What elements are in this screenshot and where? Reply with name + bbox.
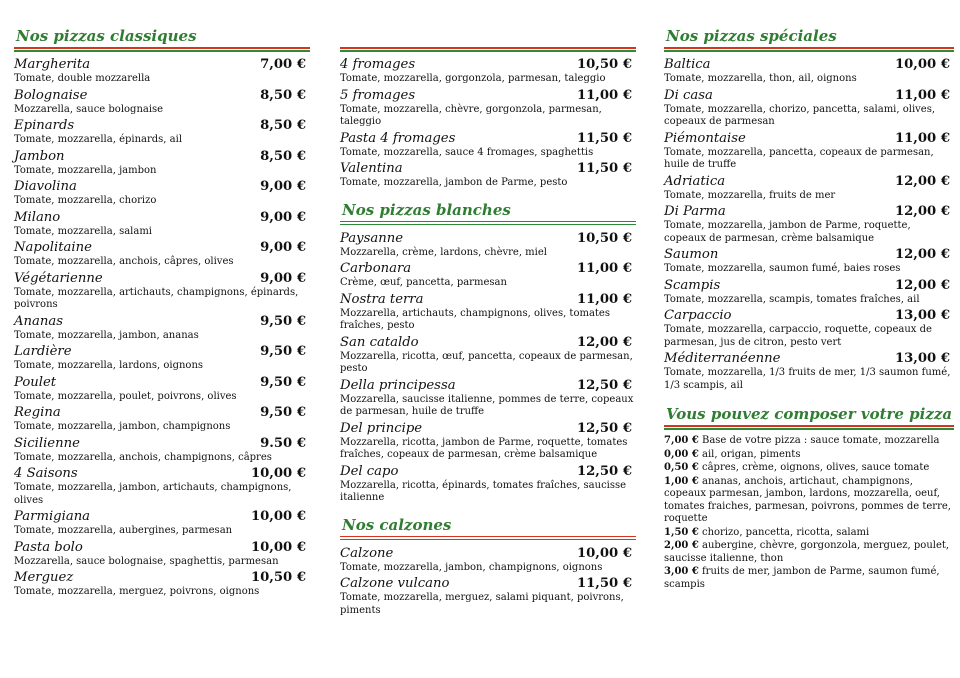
item-description: Mozzarella, ricotta, œuf, pancetta, copeaux de parmesan, pesto <box>340 350 633 374</box>
item-name: Nostra terra <box>340 291 424 307</box>
section-divider <box>664 425 954 429</box>
item-price: 11,00 € <box>576 87 632 103</box>
item-description: Tomate, mozzarella, anchois, champignons, câpres <box>14 451 272 463</box>
menu-item <box>14 540 310 569</box>
item-description: Mozzarella, artichauts, champignons, olives, tomates fraîches, pesto <box>340 307 610 331</box>
item-price: 7,00 € <box>260 57 306 72</box>
item-name: Calzone vulcano <box>340 576 450 591</box>
item-description: Tomate, mozzarella, artichauts, champignons, épinards, poivrons <box>14 286 299 310</box>
item-name: San cataldo <box>340 334 419 350</box>
composer-price: 1,50 € <box>664 526 699 538</box>
menu-item <box>14 375 310 404</box>
item-name: 4 fromages <box>340 57 416 72</box>
calzones-list <box>340 546 636 618</box>
item-description: Tomate, mozzarella, chorizo <box>14 195 157 206</box>
item-description: Tomate, mozzarella, gorgonzola, parmesan, taleggio <box>340 73 606 84</box>
composer-price: 3,00 € <box>664 566 699 577</box>
item-name: Di Parma <box>664 204 726 219</box>
menu-item <box>340 261 636 290</box>
item-name: Calzone <box>340 545 394 561</box>
menu-item <box>14 271 310 312</box>
item-name: Milano <box>14 209 61 225</box>
section-divider <box>14 47 310 51</box>
composer-text: aubergine, chèvre, gorgonzola, merguez, poulet, saucisse italienne, thon <box>664 540 950 564</box>
item-price: 11,00 € <box>894 87 950 103</box>
menu-item <box>340 576 636 617</box>
composer-price: 7,00 € <box>664 435 699 446</box>
item-name: Del capo <box>340 463 399 479</box>
item-description: Tomate, mozzarella, merguez, salami piquant, poivrons, piments <box>340 592 624 616</box>
item-description: Tomate, mozzarella, jambon, ananas <box>14 329 199 341</box>
composer-option <box>664 435 954 448</box>
item-price: 10,00 € <box>250 509 306 524</box>
item-price: 9,00 € <box>260 209 306 225</box>
item-price: 12,00 € <box>894 204 950 219</box>
item-price: 10,00 € <box>576 545 632 561</box>
item-price: 10,50 € <box>250 570 306 585</box>
item-price: 9,50 € <box>260 344 306 359</box>
item-description: Tomate, mozzarella, jambon, champignons <box>14 421 231 432</box>
item-name: Regina <box>14 405 61 420</box>
item-price: 12,50 € <box>576 377 632 393</box>
item-description: Tomate, mozzarella, carpaccio, roquette, copeaux de parmesan, jus de citron, pesto vert <box>664 324 932 348</box>
menu-item <box>340 57 636 86</box>
item-description: Mozzarella, saucisse italienne, pommes de terre, copeaux de parmesan, huile de truffe <box>340 393 634 417</box>
item-name: Piémontaise <box>664 130 746 146</box>
menu-item <box>14 210 310 239</box>
item-description: Tomate, mozzarella, thon, ail, oignons <box>664 73 857 84</box>
item-price: 12,00 € <box>576 334 632 350</box>
item-description: Tomate, mozzarella, chorizo, pancetta, salami, olives, copeaux de parmesan <box>664 103 936 127</box>
item-price: 9,50 € <box>260 405 306 420</box>
item-description: Tomate, mozzarella, chèvre, gorgonzola, parmesan, taleggio <box>340 103 602 127</box>
section-title-blanches: Nos pizzas blanches <box>342 200 511 219</box>
item-description: Tomate, mozzarella, saumon fumé, baies roses <box>664 263 901 274</box>
item-description: Tomate, mozzarella, jambon de Parme, pesto <box>340 177 568 188</box>
item-name: Carbonara <box>340 261 412 276</box>
menu-item <box>664 204 954 245</box>
item-name: Jambon <box>14 148 65 164</box>
item-description: Tomate, mozzarella, aubergines, parmesan <box>14 525 233 536</box>
item-name: Ananas <box>14 313 64 329</box>
composer-text: chorizo, pancetta, ricotta, salami <box>701 526 870 538</box>
composer-option <box>664 462 954 475</box>
speciales-list <box>664 57 954 392</box>
item-description: Tomate, mozzarella, épinards, ail <box>14 134 183 145</box>
item-name: Pasta bolo <box>14 539 83 555</box>
item-description: Tomate, double mozzarella <box>14 73 151 84</box>
menu-item <box>340 131 636 160</box>
composer-option <box>664 527 954 540</box>
composer-text: fruits de mer, jambon de Parme, saumon fumé, scampis <box>664 566 940 590</box>
item-name: Parmigiana <box>14 509 91 524</box>
item-price: 12,00 € <box>894 247 950 262</box>
composer-list <box>664 435 954 591</box>
item-price: 10,50 € <box>576 57 632 72</box>
menu-item <box>664 131 954 172</box>
item-description: Tomate, mozzarella, jambon, champignons, oignons <box>340 561 603 573</box>
item-description: Mozzarella, ricotta, jambon de Parme, roquette, tomates fraîches, copeaux de parmesan, crème balsamique <box>340 436 628 460</box>
item-description: Tomate, mozzarella, sauce 4 fromages, spaghettis <box>340 146 594 158</box>
menu-item <box>14 179 310 208</box>
item-price: 12,50 € <box>576 463 632 479</box>
item-description: Tomate, mozzarella, anchois, câpres, olives <box>14 256 234 267</box>
composer-price: 2,00 € <box>664 540 699 551</box>
item-name: Adriatica <box>664 173 726 189</box>
item-price: 10,00 € <box>250 539 306 555</box>
menu-item <box>14 466 310 507</box>
composer-price: 0,00 € <box>664 448 699 460</box>
menu-item <box>340 546 636 575</box>
menu-item <box>340 335 636 376</box>
composer-option <box>664 476 954 526</box>
item-name: Paysanne <box>340 230 404 246</box>
fromages-list <box>340 57 636 190</box>
menu-item <box>14 314 310 343</box>
item-description: Tomate, mozzarella, scampis, tomates fraîches, ail <box>664 293 920 305</box>
item-description: Tomate, mozzarella, lardons, oignons <box>14 360 204 371</box>
item-name: Valentina <box>340 161 403 176</box>
item-price: 8,50 € <box>260 118 306 133</box>
item-price: 13,00 € <box>894 308 950 323</box>
item-price: 9,00 € <box>260 179 306 194</box>
item-description: Tomate, mozzarella, jambon de Parme, roquette, copeaux de parmesan, crème balsamique <box>664 220 911 244</box>
column-speciales <box>664 26 954 592</box>
item-name: 5 fromages <box>340 87 416 103</box>
menu-item <box>14 88 310 117</box>
menu-item <box>14 118 310 147</box>
item-price: 9,00 € <box>260 240 306 255</box>
menu-item <box>664 174 954 203</box>
item-description: Mozzarella, ricotta, épinards, tomates fraîches, saucisse italienne <box>340 479 627 503</box>
column-fromages-blanches-calzones <box>340 26 636 619</box>
composer-option <box>664 566 954 591</box>
menu-item <box>14 344 310 373</box>
item-price: 12,50 € <box>576 420 632 436</box>
section-divider <box>664 47 954 51</box>
composer-option <box>664 449 954 462</box>
menu-item <box>664 88 954 129</box>
item-name: Di casa <box>664 87 713 103</box>
menu-item <box>14 240 310 269</box>
item-name: Baltica <box>664 57 711 72</box>
menu-item <box>14 149 310 178</box>
item-price: 9,00 € <box>260 270 306 286</box>
item-name: Saumon <box>664 247 719 262</box>
item-price: 11,50 € <box>576 130 632 146</box>
item-price: 11,00 € <box>576 291 632 307</box>
item-price: 11,50 € <box>576 161 632 176</box>
item-description: Tomate, mozzarella, 1/3 fruits de mer, 1/3 saumon fumé, 1/3 scampis, ail <box>664 367 951 391</box>
item-name: Napolitaine <box>14 240 92 255</box>
item-description: Mozzarella, sauce bolognaise <box>14 103 164 115</box>
menu-item <box>14 405 310 434</box>
item-price: 12,00 € <box>894 173 950 189</box>
item-name: Poulet <box>14 374 57 390</box>
item-price: 9,50 € <box>260 374 306 390</box>
menu-item <box>340 161 636 190</box>
composer-text: Base de votre pizza : sauce tomate, mozzarella <box>701 435 940 446</box>
item-name: Végétarienne <box>14 270 103 286</box>
classiques-list <box>14 57 310 599</box>
menu-item <box>14 509 310 538</box>
item-name: Carpaccio <box>664 308 732 323</box>
item-description: Tomate, mozzarella, merguez, poivrons, oignons <box>14 586 260 597</box>
menu-item <box>664 278 954 307</box>
section-title-speciales: Nos pizzas spéciales <box>666 27 837 45</box>
composer-text: ail, origan, piments <box>701 448 801 460</box>
column-classiques <box>14 26 310 601</box>
item-description: Tomate, mozzarella, jambon, artichauts, champignons, olives <box>14 482 292 506</box>
item-price: 11,00 € <box>576 261 632 276</box>
menu-item <box>664 351 954 392</box>
menu-item <box>340 464 636 505</box>
menu-item <box>664 308 954 349</box>
item-name: Merguez <box>14 570 74 585</box>
item-name: Bolognaise <box>14 87 88 103</box>
item-description: Tomate, mozzarella, salami <box>14 225 153 237</box>
item-name: Pasta 4 fromages <box>340 130 456 146</box>
menu-item <box>664 57 954 86</box>
composer-price: 0,50 € <box>664 462 699 473</box>
item-name: Méditerranéenne <box>664 351 781 366</box>
item-name: Margherita <box>14 57 91 72</box>
item-price: 10,00 € <box>250 466 306 481</box>
composer-option <box>664 540 954 565</box>
item-description: Mozzarella, sauce bolognaise, spaghettis, parmesan <box>14 555 279 567</box>
menu-item <box>340 421 636 462</box>
item-name: Lardière <box>14 344 72 359</box>
item-price: 11,50 € <box>576 576 632 591</box>
item-description: Tomate, mozzarella, fruits de mer <box>664 189 836 201</box>
item-price: 8,50 € <box>260 87 306 103</box>
section-title-composer: Vous pouvez composer votre pizza <box>666 405 953 423</box>
item-description: Tomate, mozzarella, pancetta, copeaux de parmesan, huile de truffe <box>664 146 934 170</box>
section-divider <box>340 536 636 540</box>
item-name: Sicilienne <box>14 435 80 451</box>
item-price: 12,00 € <box>894 277 950 293</box>
item-price: 11,00 € <box>894 130 950 146</box>
section-divider <box>340 221 636 225</box>
menu-item <box>14 57 310 86</box>
item-description: Mozzarella, crème, lardons, chèvre, miel <box>340 246 547 258</box>
menu-item <box>340 88 636 129</box>
item-price: 13,00 € <box>894 351 950 366</box>
item-name: Scampis <box>664 277 721 293</box>
item-name: Della principessa <box>340 377 456 393</box>
item-price: 8,50 € <box>260 148 306 164</box>
item-description: Tomate, mozzarella, jambon <box>14 164 157 176</box>
item-price: 10,00 € <box>894 57 950 72</box>
section-divider <box>340 47 636 51</box>
menu-item <box>14 436 310 465</box>
composer-text: câpres, crème, oignons, olives, sauce tomate <box>701 462 930 473</box>
blanches-list <box>340 231 636 505</box>
item-name: Del principe <box>340 420 423 436</box>
composer-text: ananas, anchois, artichaut, champignons, copeaux parmesan, jambon, lardons, mozzarella, oeuf, tomates fraiches, parmesan, poivrons, pommes de terre, roquette <box>664 475 951 524</box>
item-price: 10,50 € <box>576 230 632 246</box>
composer-price: 1,00 € <box>664 475 699 487</box>
item-name: 4 Saisons <box>14 466 78 481</box>
item-price: 9.50 € <box>260 435 306 451</box>
section-title-calzones: Nos calzones <box>342 515 452 534</box>
item-description: Crème, œuf, pancetta, parmesan <box>340 277 507 288</box>
menu-item <box>340 292 636 333</box>
menu-item <box>14 570 310 599</box>
item-name: Epinards <box>14 118 75 133</box>
menu-item <box>340 378 636 419</box>
section-title-classiques: Nos pizzas classiques <box>16 27 197 45</box>
item-name: Diavolina <box>14 179 77 194</box>
item-price: 9,50 € <box>260 313 306 329</box>
item-description: Tomate, mozzarella, poulet, poivrons, olives <box>14 390 237 402</box>
menu-item <box>340 231 636 260</box>
menu-item <box>664 247 954 276</box>
